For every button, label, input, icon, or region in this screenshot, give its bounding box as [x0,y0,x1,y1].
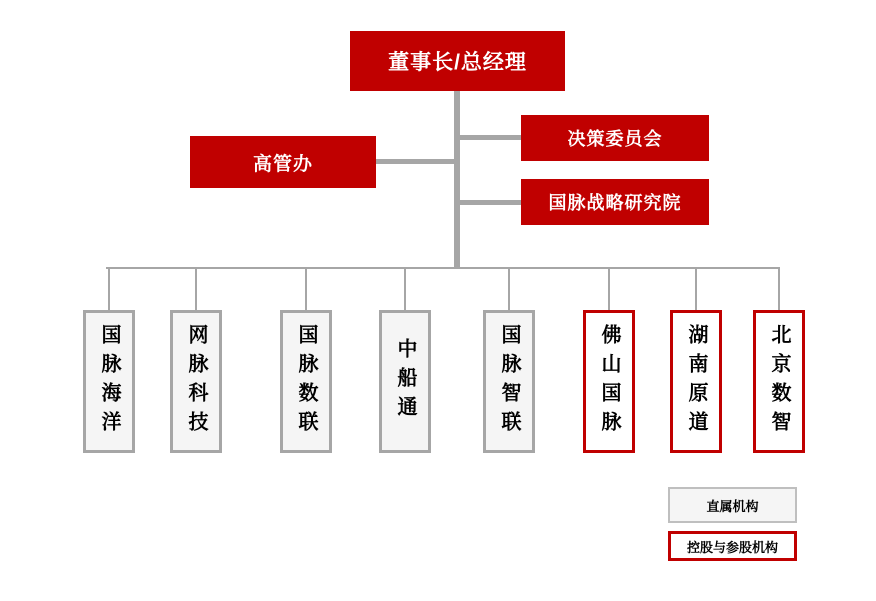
chairman-gm-box [350,31,565,91]
legend-holding-label: 控股与参股机构 [686,539,778,555]
connector-child-drop [195,268,197,310]
child-label: 北京数智 [768,323,790,440]
child-label: 国脉海洋 [98,323,120,440]
connector-trunk [454,91,460,269]
strategy-institute-label: 国脉战略研究院 [548,193,682,213]
connector-strategy-institute [460,200,521,205]
connector-child-drop [695,268,697,310]
connector-decision-committee [460,135,521,140]
legend-direct-label: 直属机构 [706,498,759,514]
connector-exec-office [376,159,454,164]
decision-committee-box [521,115,709,161]
strategy-institute-box [521,179,709,225]
child-box-beijing-shuzhi [753,310,805,453]
child-label: 佛山国脉 [598,323,620,440]
child-label: 中船通 [394,338,416,425]
connector-children-bus [106,267,780,269]
decision-committee-label: 决策委员会 [567,129,663,149]
child-box-guomai-zhilian [483,310,535,453]
connector-child-drop [778,268,780,310]
child-label: 网脉科技 [185,323,207,440]
connector-child-drop [305,268,307,310]
child-box-foshan-guomai [583,310,635,453]
exec-office-box [190,136,376,188]
connector-child-drop [108,268,110,310]
child-label: 国脉智联 [498,323,520,440]
child-box-zhongchuantong [379,310,431,453]
legend-item-holding [668,531,797,561]
chairman-gm-label: 董事长/总经理 [388,51,527,74]
connector-child-drop [508,268,510,310]
child-box-guomai-shulian [280,310,332,453]
child-label: 湖南原道 [685,323,707,440]
child-box-hunan-yuandao [670,310,722,453]
connector-child-drop [404,268,406,310]
legend-item-direct [668,487,797,523]
exec-office-label: 高管办 [252,153,313,175]
child-box-guomai-haiyang [83,310,135,453]
child-box-wangmai-keji [170,310,222,453]
child-label: 国脉数联 [295,323,317,440]
connector-child-drop [608,268,610,310]
